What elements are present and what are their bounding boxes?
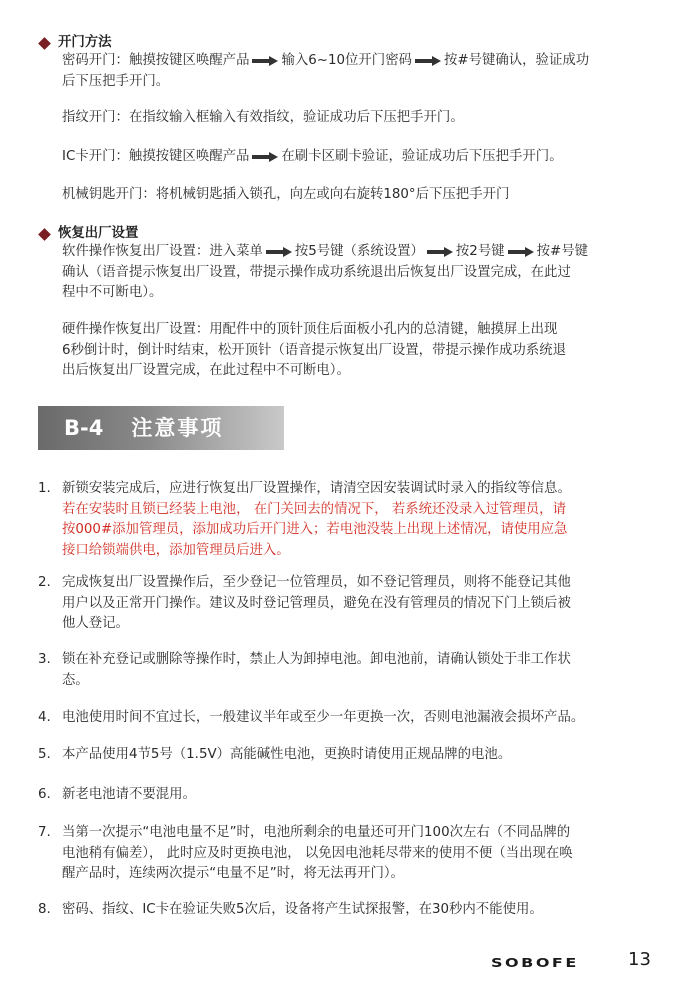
text-line: 新锁安装完成后，应进行恢复出厂设置操作，请清空因安装调试时录入的指纹等信息。 bbox=[62, 481, 571, 496]
hardware-reset-paragraph bbox=[62, 320, 660, 382]
list-number: 1. bbox=[38, 481, 51, 496]
text-line: 电池使用时间不宜过长，一般建议半年或至少一年更换一次，否则电池漏液会损坏产品。 bbox=[62, 710, 585, 725]
list-number: 5. bbox=[38, 747, 51, 762]
list-item bbox=[38, 823, 663, 885]
list-item bbox=[38, 479, 663, 561]
text-segment: 软件操作恢复出厂设置：进入菜单 bbox=[62, 244, 263, 259]
page-number: 13 bbox=[628, 949, 651, 970]
fingerprint-open-paragraph: 指纹开门：在指纹输入框输入有效指纹，验证成功后下压把手开门。 bbox=[62, 110, 464, 125]
arrow-right-icon bbox=[427, 247, 453, 257]
text-segment: 按2号键 bbox=[455, 244, 505, 259]
text-segment: 在刷卡区刷卡验证，验证成功后下压把手开门。 bbox=[281, 149, 563, 164]
section-title: 恢复出厂设置 bbox=[58, 226, 139, 241]
list-number: 3. bbox=[38, 652, 51, 667]
text-segment: IC卡开门：触摸按键区唤醒产品 bbox=[62, 149, 250, 164]
text-line: 后下压把手开门。 bbox=[62, 73, 170, 89]
arrow-right-icon bbox=[415, 56, 441, 66]
text-line: 用户以及正常开门操作。建议及时登记管理员，避免在没有管理员的情况下门上锁后被 bbox=[62, 595, 571, 611]
ic-card-open-paragraph bbox=[62, 147, 660, 168]
text-line: 当第一次提示“电池电量不足”时，电池所剩余的电量还可开门100次左右（不同品牌的 bbox=[62, 825, 571, 840]
list-item bbox=[38, 650, 663, 691]
diamond-bullet-icon bbox=[38, 228, 51, 241]
text-line: 出后恢复出厂设置完成，在此过程中不可断电）。 bbox=[62, 363, 350, 378]
text-line: 他人登记。 bbox=[62, 616, 129, 631]
warning-line: 若在安装时且锁已经装上电池， 在门关回去的情况下， 若系统还没录入过管理员，请 bbox=[62, 501, 566, 517]
banner-title: 注意事项 bbox=[131, 415, 224, 440]
text-segment: 按#号键 bbox=[536, 244, 589, 259]
text-line: 6秒倒计时，倒计时结束，松开顶针（语音提示恢复出厂设置，带提示操作成功系统退 bbox=[62, 342, 566, 358]
text-line: 电池稍有偏差）， 此时应及时更换电池， 以免因电池耗尽带来的使用不便（当出现在唤 bbox=[62, 845, 573, 861]
list-item bbox=[38, 708, 663, 729]
banner-code: B-4 bbox=[64, 415, 104, 440]
text-segment: 输入6~10位开门密码 bbox=[281, 53, 412, 68]
arrow-right-icon bbox=[266, 247, 292, 257]
arrow-right-icon bbox=[508, 247, 534, 257]
list-number: 2. bbox=[38, 575, 51, 590]
text-segment: 按#号键确认，验证成功 bbox=[443, 53, 590, 68]
text-segment: 按5号键（系统设置） bbox=[294, 244, 424, 259]
list-number: 6. bbox=[38, 787, 51, 802]
text-segment: 密码开门：触摸按键区唤醒产品 bbox=[62, 53, 250, 68]
software-reset-paragraph bbox=[62, 242, 660, 304]
list-number: 7. bbox=[38, 825, 51, 840]
diamond-bullet-icon bbox=[38, 37, 51, 50]
section-banner bbox=[38, 406, 284, 450]
text-line: 态。 bbox=[62, 672, 89, 688]
text-line: 完成恢复出厂设置操作后，至少登记一位管理员，如不登记管理员，则将不能登记其他 bbox=[62, 575, 571, 590]
section-title: 开门方法 bbox=[58, 35, 112, 50]
arrow-right-icon bbox=[252, 56, 278, 66]
list-item bbox=[38, 785, 663, 806]
password-open-paragraph bbox=[62, 51, 660, 92]
list-item bbox=[38, 900, 663, 921]
text-line: 锁在补充登记或删除等操作时，禁止人为卸掉电池。卸电池前，请确认锁处于非工作状 bbox=[62, 652, 571, 667]
warning-line: 接口给锁端供电，添加管理员后进入。 bbox=[62, 542, 290, 558]
text-line: 硬件操作恢复出厂设置：用配件中的顶针顶住后面板小孔内的总清键，触摸屏上出现 bbox=[62, 322, 558, 337]
list-item bbox=[38, 745, 663, 766]
text-line: 新老电池请不要混用。 bbox=[62, 787, 196, 802]
text-line: 密码、指纹、IC卡在验证失败5次后，设备将产生试探报警，在30秒内不能使用。 bbox=[62, 902, 543, 917]
brand-logo: SOBOFE bbox=[491, 955, 579, 971]
list-number: 8. bbox=[38, 902, 51, 917]
key-open-paragraph: 机械钥匙开门：将机械钥匙插入锁孔，向左或向右旋转180°后下压把手开门 bbox=[62, 187, 510, 202]
text-line: 醒产品时，连续两次提示“电量不足”时，将无法再开门）。 bbox=[62, 866, 404, 881]
text-line: 确认（语音提示恢复出厂设置，带提示操作成功系统退出后恢复出厂设置完成，在此过 bbox=[62, 264, 571, 280]
text-line: 本产品使用4节5号（1.5V）高能碱性电池，更换时请使用正规品牌的电池。 bbox=[62, 747, 512, 762]
arrow-right-icon bbox=[252, 152, 278, 162]
text-line: 程中不可断电）。 bbox=[62, 285, 163, 300]
list-item bbox=[38, 573, 663, 635]
list-number: 4. bbox=[38, 710, 51, 725]
warning-line: 按000#添加管理员，添加成功后开门进入；若电池没装上出现上述情况，请使用应急 bbox=[62, 522, 568, 537]
